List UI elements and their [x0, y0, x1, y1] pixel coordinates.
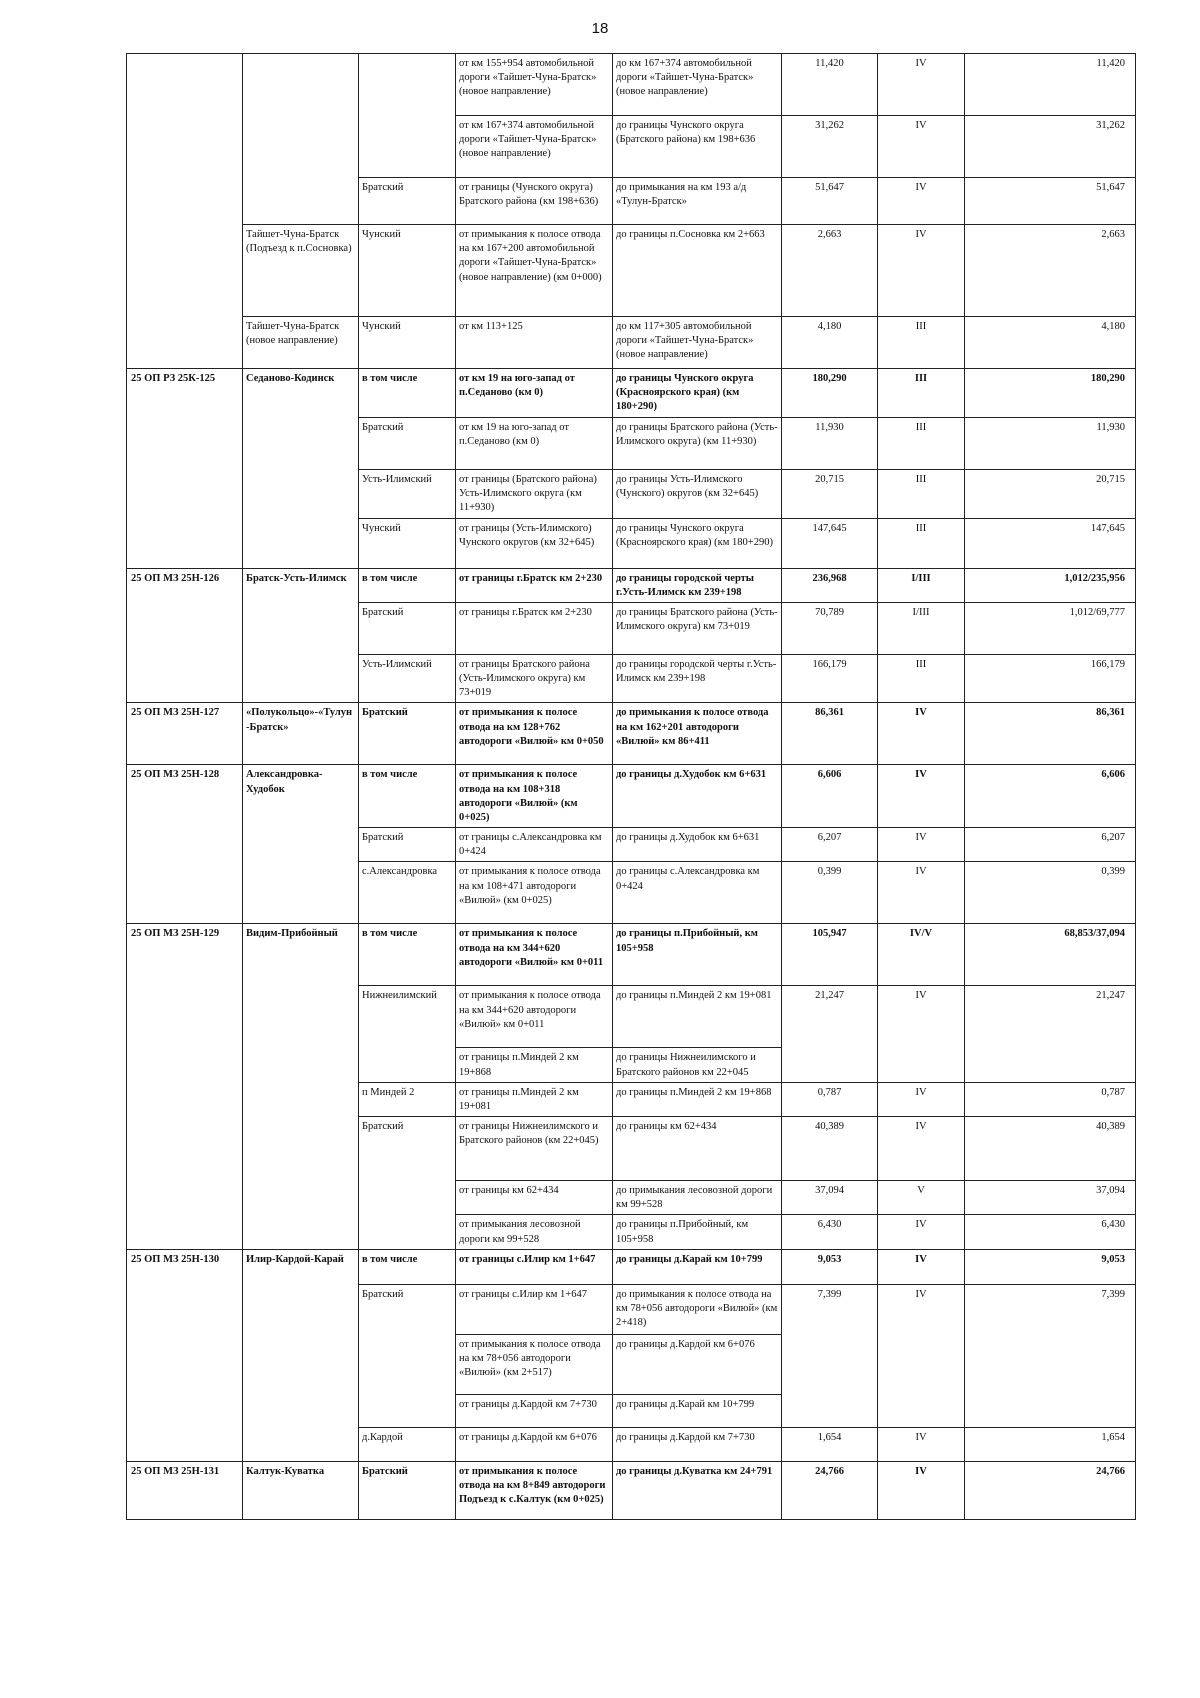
segment-to-cell: до границы Чунского округа (Красноярского края) (км 180+290)	[613, 369, 782, 418]
total-length-cell: 1,654	[965, 1427, 1136, 1461]
table-row	[127, 225, 1136, 317]
district-cell: Усть-Илимский	[359, 469, 456, 518]
total-length-cell: 11,420	[965, 54, 1136, 116]
district-cell: п Миндей 2	[359, 1082, 456, 1116]
total-length-cell: 24,766	[965, 1461, 1136, 1519]
segment-from-cell: от км 167+374 автомобильной дороги «Тайшет-Чуна-Братск» (новое направление)	[456, 116, 613, 178]
length-cell: 37,094	[782, 1181, 878, 1215]
road-name-cell: Братск-Усть-Илимск	[243, 568, 359, 703]
category-cell: IV	[878, 178, 965, 225]
total-length-cell: 2,663	[965, 225, 1136, 317]
table-row	[127, 369, 1136, 418]
total-length-cell: 20,715	[965, 469, 1136, 518]
road-code-cell: 25 ОП МЗ 25Н-130	[127, 1249, 243, 1461]
segment-from-cell: от км 19 на юго-запад от п.Седаново (км 0)	[456, 417, 613, 469]
category-cell: IV	[878, 1215, 965, 1249]
segment-to-cell: до границы п.Прибойный, км 105+958	[613, 924, 782, 986]
segment-from-cell: от границы Нижнеилимского и Братского районов (км 22+045)	[456, 1117, 613, 1181]
road-name-cell: Александровка-Худобок	[243, 765, 359, 924]
total-length-cell: 0,399	[965, 862, 1136, 924]
page-number: 18	[591, 20, 609, 37]
total-length-cell: 51,647	[965, 178, 1136, 225]
length-cell: 11,930	[782, 417, 878, 469]
district-cell	[359, 54, 456, 178]
road-name-cell	[243, 54, 359, 225]
category-cell: IV	[878, 703, 965, 765]
total-length-cell: 31,262	[965, 116, 1136, 178]
district-cell: Братский	[359, 417, 456, 469]
length-cell: 70,789	[782, 602, 878, 654]
road-code-cell: 25 ОП МЗ 25Н-131	[127, 1461, 243, 1519]
category-cell: IV	[878, 1082, 965, 1116]
table-row	[127, 568, 1136, 602]
segment-to-cell: до границы д.Худобок км 6+631	[613, 828, 782, 862]
district-cell: в том числе	[359, 924, 456, 986]
roads-table-body	[127, 54, 1136, 1520]
segment-to-cell: до км 167+374 автомобильной дороги «Тайшет-Чуна-Братск» (новое направление)	[613, 54, 782, 116]
roads-table	[126, 53, 1136, 1520]
road-name-cell: Тайшет-Чуна-Братск (новое направление)	[243, 317, 359, 369]
category-cell: III	[878, 469, 965, 518]
segment-to-cell: до границы Усть-Илимского (Чунского) округов (км 32+645)	[613, 469, 782, 518]
district-cell: Чунский	[359, 225, 456, 317]
length-cell: 40,389	[782, 1117, 878, 1181]
category-cell: IV	[878, 225, 965, 317]
segment-from-cell: от границы п.Миндей 2 км 19+081	[456, 1082, 613, 1116]
total-length-cell: 6,207	[965, 828, 1136, 862]
category-cell: III	[878, 654, 965, 703]
segment-from-cell: от границы с.Илир км 1+647	[456, 1284, 613, 1334]
length-cell: 180,290	[782, 369, 878, 418]
segment-to-cell: до границы д.Карай км 10+799	[613, 1394, 782, 1427]
road-code-cell	[127, 54, 243, 369]
road-name-cell: Тайшет-Чуна-Братск (Подъезд к п.Сосновка)	[243, 225, 359, 317]
total-length-cell: 180,290	[965, 369, 1136, 418]
length-cell: 166,179	[782, 654, 878, 703]
length-cell: 2,663	[782, 225, 878, 317]
segment-to-cell: до границы д.Карай км 10+799	[613, 1249, 782, 1284]
length-cell: 105,947	[782, 924, 878, 986]
segment-to-cell: до границы Братского района (Усть-Илимского округа) км 73+019	[613, 602, 782, 654]
road-code-cell: 25 ОП МЗ 25Н-126	[127, 568, 243, 703]
length-cell: 6,207	[782, 828, 878, 862]
district-cell: с.Александровка	[359, 862, 456, 924]
length-cell: 51,647	[782, 178, 878, 225]
length-cell: 6,606	[782, 765, 878, 828]
total-length-cell: 1,012/69,777	[965, 602, 1136, 654]
segment-to-cell: до границы п.Миндей 2 км 19+868	[613, 1082, 782, 1116]
length-cell: 0,399	[782, 862, 878, 924]
segment-to-cell: до границы городской черты г.Усть-Илимск км 239+198	[613, 654, 782, 703]
category-cell: III	[878, 518, 965, 568]
segment-from-cell: от примыкания к полосе отвода на км 108+471 автодороги «Вилюй» (км 0+025)	[456, 862, 613, 924]
segment-from-cell: от примыкания к полосе отвода на км 78+056 автодороги «Вилюй» (км 2+517)	[456, 1334, 613, 1394]
total-length-cell: 11,930	[965, 417, 1136, 469]
total-length-cell: 86,361	[965, 703, 1136, 765]
length-cell: 4,180	[782, 317, 878, 369]
road-code-cell: 25 ОП РЗ 25К-125	[127, 369, 243, 569]
segment-from-cell: от границы г.Братск км 2+230	[456, 568, 613, 602]
road-name-cell: Седаново-Кодинск	[243, 369, 359, 569]
table-row	[127, 924, 1136, 986]
district-cell: Братский	[359, 1117, 456, 1250]
category-cell: III	[878, 317, 965, 369]
segment-to-cell: до границы п.Миндей 2 км 19+081	[613, 986, 782, 1048]
total-length-cell: 6,606	[965, 765, 1136, 828]
district-cell: Чунский	[359, 518, 456, 568]
segment-to-cell: до границы д.Куватка км 24+791	[613, 1461, 782, 1519]
district-cell: Нижнеилимский	[359, 986, 456, 1082]
category-cell: IV	[878, 986, 965, 1082]
total-length-cell: 147,645	[965, 518, 1136, 568]
segment-from-cell: от примыкания к полосе отвода на км 8+849 автодороги Подъезд к с.Калтук (км 0+025)	[456, 1461, 613, 1519]
category-cell: IV	[878, 862, 965, 924]
category-cell: IV	[878, 1284, 965, 1427]
segment-from-cell: от км 113+125	[456, 317, 613, 369]
district-cell: Братский	[359, 1461, 456, 1519]
segment-from-cell: от границы (Усть-Илимского) Чунского округов (км 32+645)	[456, 518, 613, 568]
segment-to-cell: до границы Нижнеилимского и Братского районов км 22+045	[613, 1048, 782, 1082]
segment-to-cell: до границы Братского района (Усть-Илимского округа) (км 11+930)	[613, 417, 782, 469]
segment-to-cell: до границы с.Александровка км 0+424	[613, 862, 782, 924]
segment-from-cell: от границы г.Братск км 2+230	[456, 602, 613, 654]
district-cell: в том числе	[359, 369, 456, 418]
length-cell: 6,430	[782, 1215, 878, 1249]
category-cell: IV	[878, 1461, 965, 1519]
length-cell: 0,787	[782, 1082, 878, 1116]
road-code-cell: 25 ОП МЗ 25Н-129	[127, 924, 243, 1249]
total-length-cell: 4,180	[965, 317, 1136, 369]
segment-to-cell: до границы Чунского округа (Красноярского края) (км 180+290)	[613, 518, 782, 568]
total-length-cell: 166,179	[965, 654, 1136, 703]
category-cell: I/III	[878, 602, 965, 654]
segment-to-cell: до границы п.Сосновка км 2+663	[613, 225, 782, 317]
road-name-cell: Калтук-Куватка	[243, 1461, 359, 1519]
district-cell: Братский	[359, 828, 456, 862]
segment-to-cell: до границы д.Кардой км 7+730	[613, 1427, 782, 1461]
segment-from-cell: от примыкания к полосе отвода на км 128+762 автодороги «Вилюй» км 0+050	[456, 703, 613, 765]
segment-from-cell: от примыкания к полосе отвода на км 344+620 автодороги «Вилюй» км 0+011	[456, 924, 613, 986]
segment-from-cell: от км 155+954 автомобильной дороги «Тайшет-Чуна-Братск» (новое направление)	[456, 54, 613, 116]
length-cell: 24,766	[782, 1461, 878, 1519]
total-length-cell: 0,787	[965, 1082, 1136, 1116]
total-length-cell: 21,247	[965, 986, 1136, 1082]
segment-from-cell: от границы д.Кардой км 7+730	[456, 1394, 613, 1427]
segment-to-cell: до км 117+305 автомобильной дороги «Тайшет-Чуна-Братск» (новое направление)	[613, 317, 782, 369]
total-length-cell: 7,399	[965, 1284, 1136, 1427]
total-length-cell: 68,853/37,094	[965, 924, 1136, 986]
road-name-cell: Видим-Прибойный	[243, 924, 359, 1249]
category-cell: IV	[878, 1249, 965, 1284]
segment-to-cell: до примыкания лесовозной дороги км 99+528	[613, 1181, 782, 1215]
total-length-cell: 37,094	[965, 1181, 1136, 1215]
segment-to-cell: до границы д.Кардой км 6+076	[613, 1334, 782, 1394]
segment-to-cell: до примыкания к полосе отвода на км 162+201 автодороги «Вилюй» км 86+411	[613, 703, 782, 765]
length-cell: 86,361	[782, 703, 878, 765]
category-cell: V	[878, 1181, 965, 1215]
length-cell: 11,420	[782, 54, 878, 116]
segment-from-cell: от границы с.Илир км 1+647	[456, 1249, 613, 1284]
district-cell: Усть-Илимский	[359, 654, 456, 703]
district-cell: Братский	[359, 703, 456, 765]
category-cell: III	[878, 369, 965, 418]
length-cell: 21,247	[782, 986, 878, 1082]
table-row	[127, 703, 1136, 765]
length-cell: 7,399	[782, 1284, 878, 1427]
table-row	[127, 317, 1136, 369]
segment-to-cell: до границы п.Прибойный, км 105+958	[613, 1215, 782, 1249]
table-row	[127, 1249, 1136, 1284]
segment-from-cell: от границы п.Миндей 2 км 19+868	[456, 1048, 613, 1082]
category-cell: IV	[878, 1117, 965, 1181]
segment-from-cell: от примыкания к полосе отвода на км 108+318 автодороги «Вилюй» (км 0+025)	[456, 765, 613, 828]
total-length-cell: 1,012/235,956	[965, 568, 1136, 602]
district-cell: Братский	[359, 1284, 456, 1427]
length-cell: 236,968	[782, 568, 878, 602]
district-cell: Братский	[359, 178, 456, 225]
district-cell: в том числе	[359, 568, 456, 602]
total-length-cell: 9,053	[965, 1249, 1136, 1284]
segment-to-cell: до примыкания к полосе отвода на км 78+056 автодороги «Вилюй» (км 2+418)	[613, 1284, 782, 1334]
length-cell: 147,645	[782, 518, 878, 568]
table-row	[127, 54, 1136, 116]
segment-from-cell: от примыкания лесовозной дороги км 99+528	[456, 1215, 613, 1249]
total-length-cell: 40,389	[965, 1117, 1136, 1181]
segment-to-cell: до примыкания на км 193 а/д «Тулун-Братск»	[613, 178, 782, 225]
segment-from-cell: от км 19 на юго-запад от п.Седаново (км 0)	[456, 369, 613, 418]
segment-from-cell: от границы км 62+434	[456, 1181, 613, 1215]
category-cell: IV	[878, 765, 965, 828]
length-cell: 20,715	[782, 469, 878, 518]
segment-to-cell: до границы д.Худобок км 6+631	[613, 765, 782, 828]
segment-from-cell: от границы (Чунского округа) Братского района (км 198+636)	[456, 178, 613, 225]
table-row	[127, 765, 1136, 828]
length-cell: 31,262	[782, 116, 878, 178]
total-length-cell: 6,430	[965, 1215, 1136, 1249]
category-cell: IV	[878, 828, 965, 862]
segment-from-cell: от примыкания к полосе отвода на км 344+620 автодороги «Вилюй» км 0+011	[456, 986, 613, 1048]
road-code-cell: 25 ОП МЗ 25Н-127	[127, 703, 243, 765]
category-cell: IV	[878, 54, 965, 116]
segment-from-cell: от границы с.Александровка км 0+424	[456, 828, 613, 862]
road-code-cell: 25 ОП МЗ 25Н-128	[127, 765, 243, 924]
segment-to-cell: до границы км 62+434	[613, 1117, 782, 1181]
district-cell: Чунский	[359, 317, 456, 369]
length-cell: 1,654	[782, 1427, 878, 1461]
segment-from-cell: от границы (Братского района) Усть-Илимского округа (км 11+930)	[456, 469, 613, 518]
category-cell: IV	[878, 1427, 965, 1461]
road-name-cell: Илир-Кардой-Карай	[243, 1249, 359, 1461]
category-cell: IV	[878, 116, 965, 178]
length-cell: 9,053	[782, 1249, 878, 1284]
district-cell: Братский	[359, 602, 456, 654]
district-cell: в том числе	[359, 765, 456, 828]
category-cell: III	[878, 417, 965, 469]
road-name-cell: «Полукольцо»-«Тулун-Братск»	[243, 703, 359, 765]
segment-from-cell: от границы Братского района (Усть-Илимского округа) км 73+019	[456, 654, 613, 703]
district-cell: д.Кардой	[359, 1427, 456, 1461]
segment-to-cell: до границы городской черты г.Усть-Илимск км 239+198	[613, 568, 782, 602]
category-cell: I/III	[878, 568, 965, 602]
segment-from-cell: от границы д.Кардой км 6+076	[456, 1427, 613, 1461]
category-cell: IV/V	[878, 924, 965, 986]
district-cell: в том числе	[359, 1249, 456, 1284]
segment-to-cell: до границы Чунского округа (Братского района) км 198+636	[613, 116, 782, 178]
segment-from-cell: от примыкания к полосе отвода на км 167+200 автомобильной дороги «Тайшет-Чуна-Братск» (новое направление) (км 0+000)	[456, 225, 613, 317]
table-row	[127, 1461, 1136, 1519]
